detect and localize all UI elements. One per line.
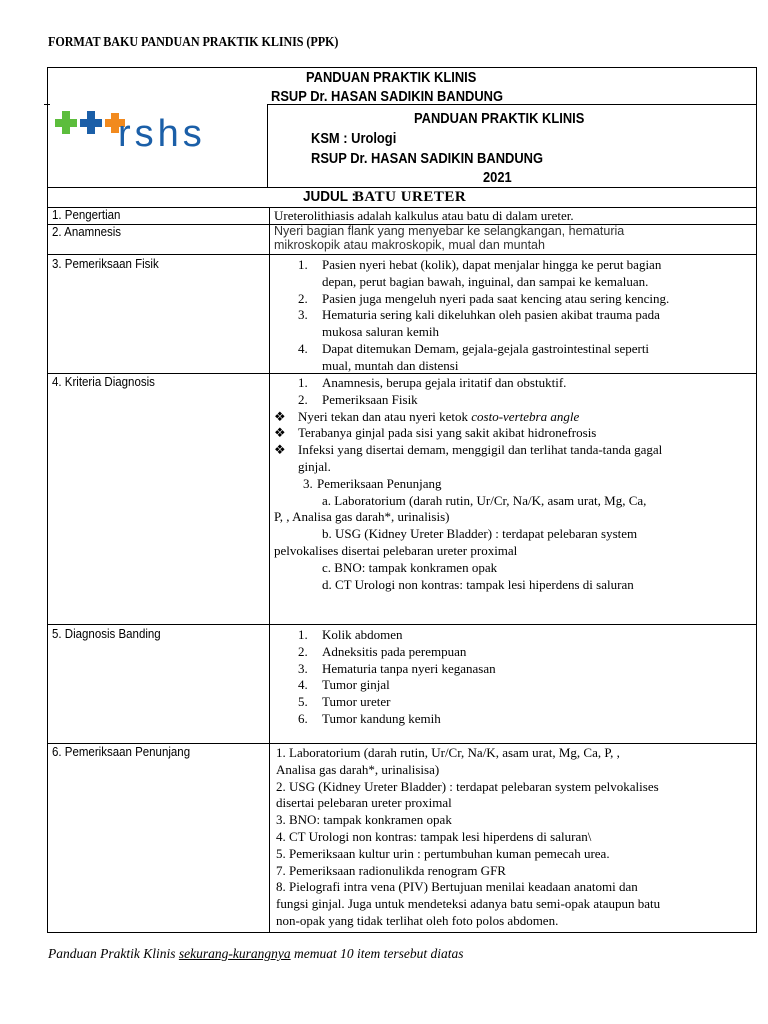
fisik-list: [298, 257, 669, 375]
list-line: Analisa gas darah*, urinalisisa): [276, 761, 440, 777]
sub-item-b: b. USG (Kidney Ureter Bladder) : terdapat pelebaran system: [322, 526, 638, 542]
list-item: 3. Pemeriksaan Penunjang: [303, 475, 442, 491]
sub-item-c: c. BNO: tampak konkramen opak: [322, 559, 498, 575]
list-line: 2. USG (Kidney Ureter Bladder) : terdapat pelebaran system pelvokalises: [276, 778, 659, 794]
sub-item-a: a. Laboratorium (darah rutin, Ur/Cr, Na/K, asam urat, Mg, Ca,: [322, 492, 647, 508]
list-item: 1. Anamnesis, berupa gejala iritatif dan obstuktif.: [298, 375, 567, 390]
list-item: 6. Tumor kandung kemih: [298, 710, 441, 726]
row-label-banding: 5. Diagnosis Banding: [52, 627, 161, 641]
bullet-item: ❖ Nyeri tekan dan atau nyeri ketok costo-vertebra angle: [274, 408, 580, 424]
list-item: 1. Kolik abdomen: [298, 627, 403, 642]
list-line: 5. Pemeriksaan kultur urin : pertumbuhan kuman pemecah urea.: [276, 845, 610, 861]
list-line: 1. Laboratorium (darah rutin, Ur/Cr, Na/K, asam urat, Mg, Ca, P, ,: [276, 745, 620, 760]
list-line: disertai pelebaran ureter proximal: [276, 795, 452, 811]
footer-text-end: memuat 10 item tersebut diatas: [290, 946, 464, 961]
anamnesis-line1: Nyeri bagian flank yang menyebar ke selangkangan, hematuria: [274, 224, 625, 238]
list-item: 3. Hematuria sering kali dikeluhkan oleh pasien akibat trauma pada: [298, 307, 660, 323]
list-line: 4. CT Urologi non kontras: tampak lesi hiperdens di saluran\: [276, 828, 592, 844]
list-item: 4. Tumor ginjal: [298, 677, 390, 693]
list-line: 3. BNO: tampak konkramen opak: [276, 812, 452, 828]
bullet-item-cont: ginjal.: [298, 458, 331, 474]
banding-list: [298, 627, 496, 728]
sub-item-a-cont: P, , Analisa gas darah*, urinalisis): [274, 509, 450, 525]
footer-note: [48, 946, 463, 962]
list-item-cont: depan, perut bagian bawah, inguinal, dan sampai ke kemaluan.: [322, 273, 649, 289]
list-item: 2. Adneksitis pada perempuan: [298, 643, 467, 659]
kriteria-content: [274, 375, 662, 593]
judul-value: BATU URETER: [353, 189, 467, 205]
list-item: 4. Dapat ditemukan Demam, gejala-gejala gastrointestinal seperti: [298, 340, 650, 356]
list-line: non-opak yang tidak terlihat oleh foto polos abdomen.: [276, 912, 559, 928]
rshs-logo: [52, 108, 237, 154]
diamond-bullet-icon: ❖: [274, 425, 286, 441]
list-item-cont: mual, muntah dan distensi: [322, 357, 459, 373]
row-label-fisik: 3. Pemeriksaan Fisik: [52, 257, 159, 271]
bullet-item: ❖ Infeksi yang disertai demam, menggigil dan terlihat tanda-tanda gagal: [274, 442, 663, 458]
footer-text: Panduan Praktik Klinis: [48, 946, 179, 961]
list-item-cont: mukosa saluran kemih: [322, 324, 439, 340]
row-label-penunjang: 6. Pemeriksaan Penunjang: [52, 745, 191, 759]
logo-text: rshs: [118, 113, 206, 155]
sub-item-d: d. CT Urologi non kontras: tampak lesi hiperdens di saluran: [322, 576, 634, 592]
bullet-item: ❖ Terabanya ginjal pada sisi yang sakit akibat hidronefrosis: [274, 425, 597, 441]
header-year: 2021: [483, 169, 512, 186]
row-label-anamnesis: 2. Anamnesis: [52, 225, 122, 239]
diamond-bullet-icon: ❖: [274, 442, 286, 458]
list-line: 7. Pemeriksaan radionulikda renogram GFR: [276, 862, 506, 878]
list-line: fungsi ginjal. Juga untuk mendeteksi adanya batu semi-opak ataupun batu: [276, 896, 661, 912]
list-item: 2. Pemeriksaan Fisik: [298, 391, 418, 407]
list-item: 5. Tumor ureter: [298, 694, 391, 710]
header-hospital: RSUP Dr. HASAN SADIKIN BANDUNG: [311, 150, 543, 167]
list-item: 2. Pasien juga mengeluh nyeri pada saat kencing atau sering kencing.: [298, 290, 670, 306]
list-item: 3. Hematuria tanpa nyeri keganasan: [298, 660, 496, 676]
sub-item-b-cont: pelvokalises disertai pelebaran ureter proximal: [274, 542, 518, 558]
list-item: 1. Pasien nyeri hebat (kolik), dapat menjalar hingga ke perut bagian: [298, 257, 662, 272]
pengertian-text: Ureterolithiasis adalah kalkulus atau batu di dalam ureter.: [274, 208, 574, 223]
penunjang-list: [276, 745, 660, 930]
judul-label: JUDUL :: [303, 188, 357, 205]
header-right-title: PANDUAN PRAKTIK KLINIS: [414, 110, 585, 127]
anamnesis-line2: mikroskopik atau makroskopik, mual dan muntah: [274, 238, 545, 252]
row-label-kriteria: 4. Kriteria Diagnosis: [52, 375, 155, 389]
judul: [303, 188, 474, 206]
header-ksm: KSM : Urologi: [311, 130, 397, 147]
diamond-bullet-icon: ❖: [274, 408, 286, 424]
footer-underlined: sekurang-kurangnya: [178, 946, 291, 961]
row-label-pengertian: 1. Pengertian: [52, 208, 121, 222]
header-title-line1: PANDUAN PRAKTIK KLINIS: [306, 69, 477, 86]
list-line: 8. Pielografi intra vena (PIV) Bertujuan menilai keadaan anatomi dan: [276, 879, 638, 895]
document-title: FORMAT BAKU PANDUAN PRAKTIK KLINIS (PPK): [48, 34, 339, 49]
header-title-line2: RSUP Dr. HASAN SADIKIN BANDUNG: [271, 88, 503, 105]
